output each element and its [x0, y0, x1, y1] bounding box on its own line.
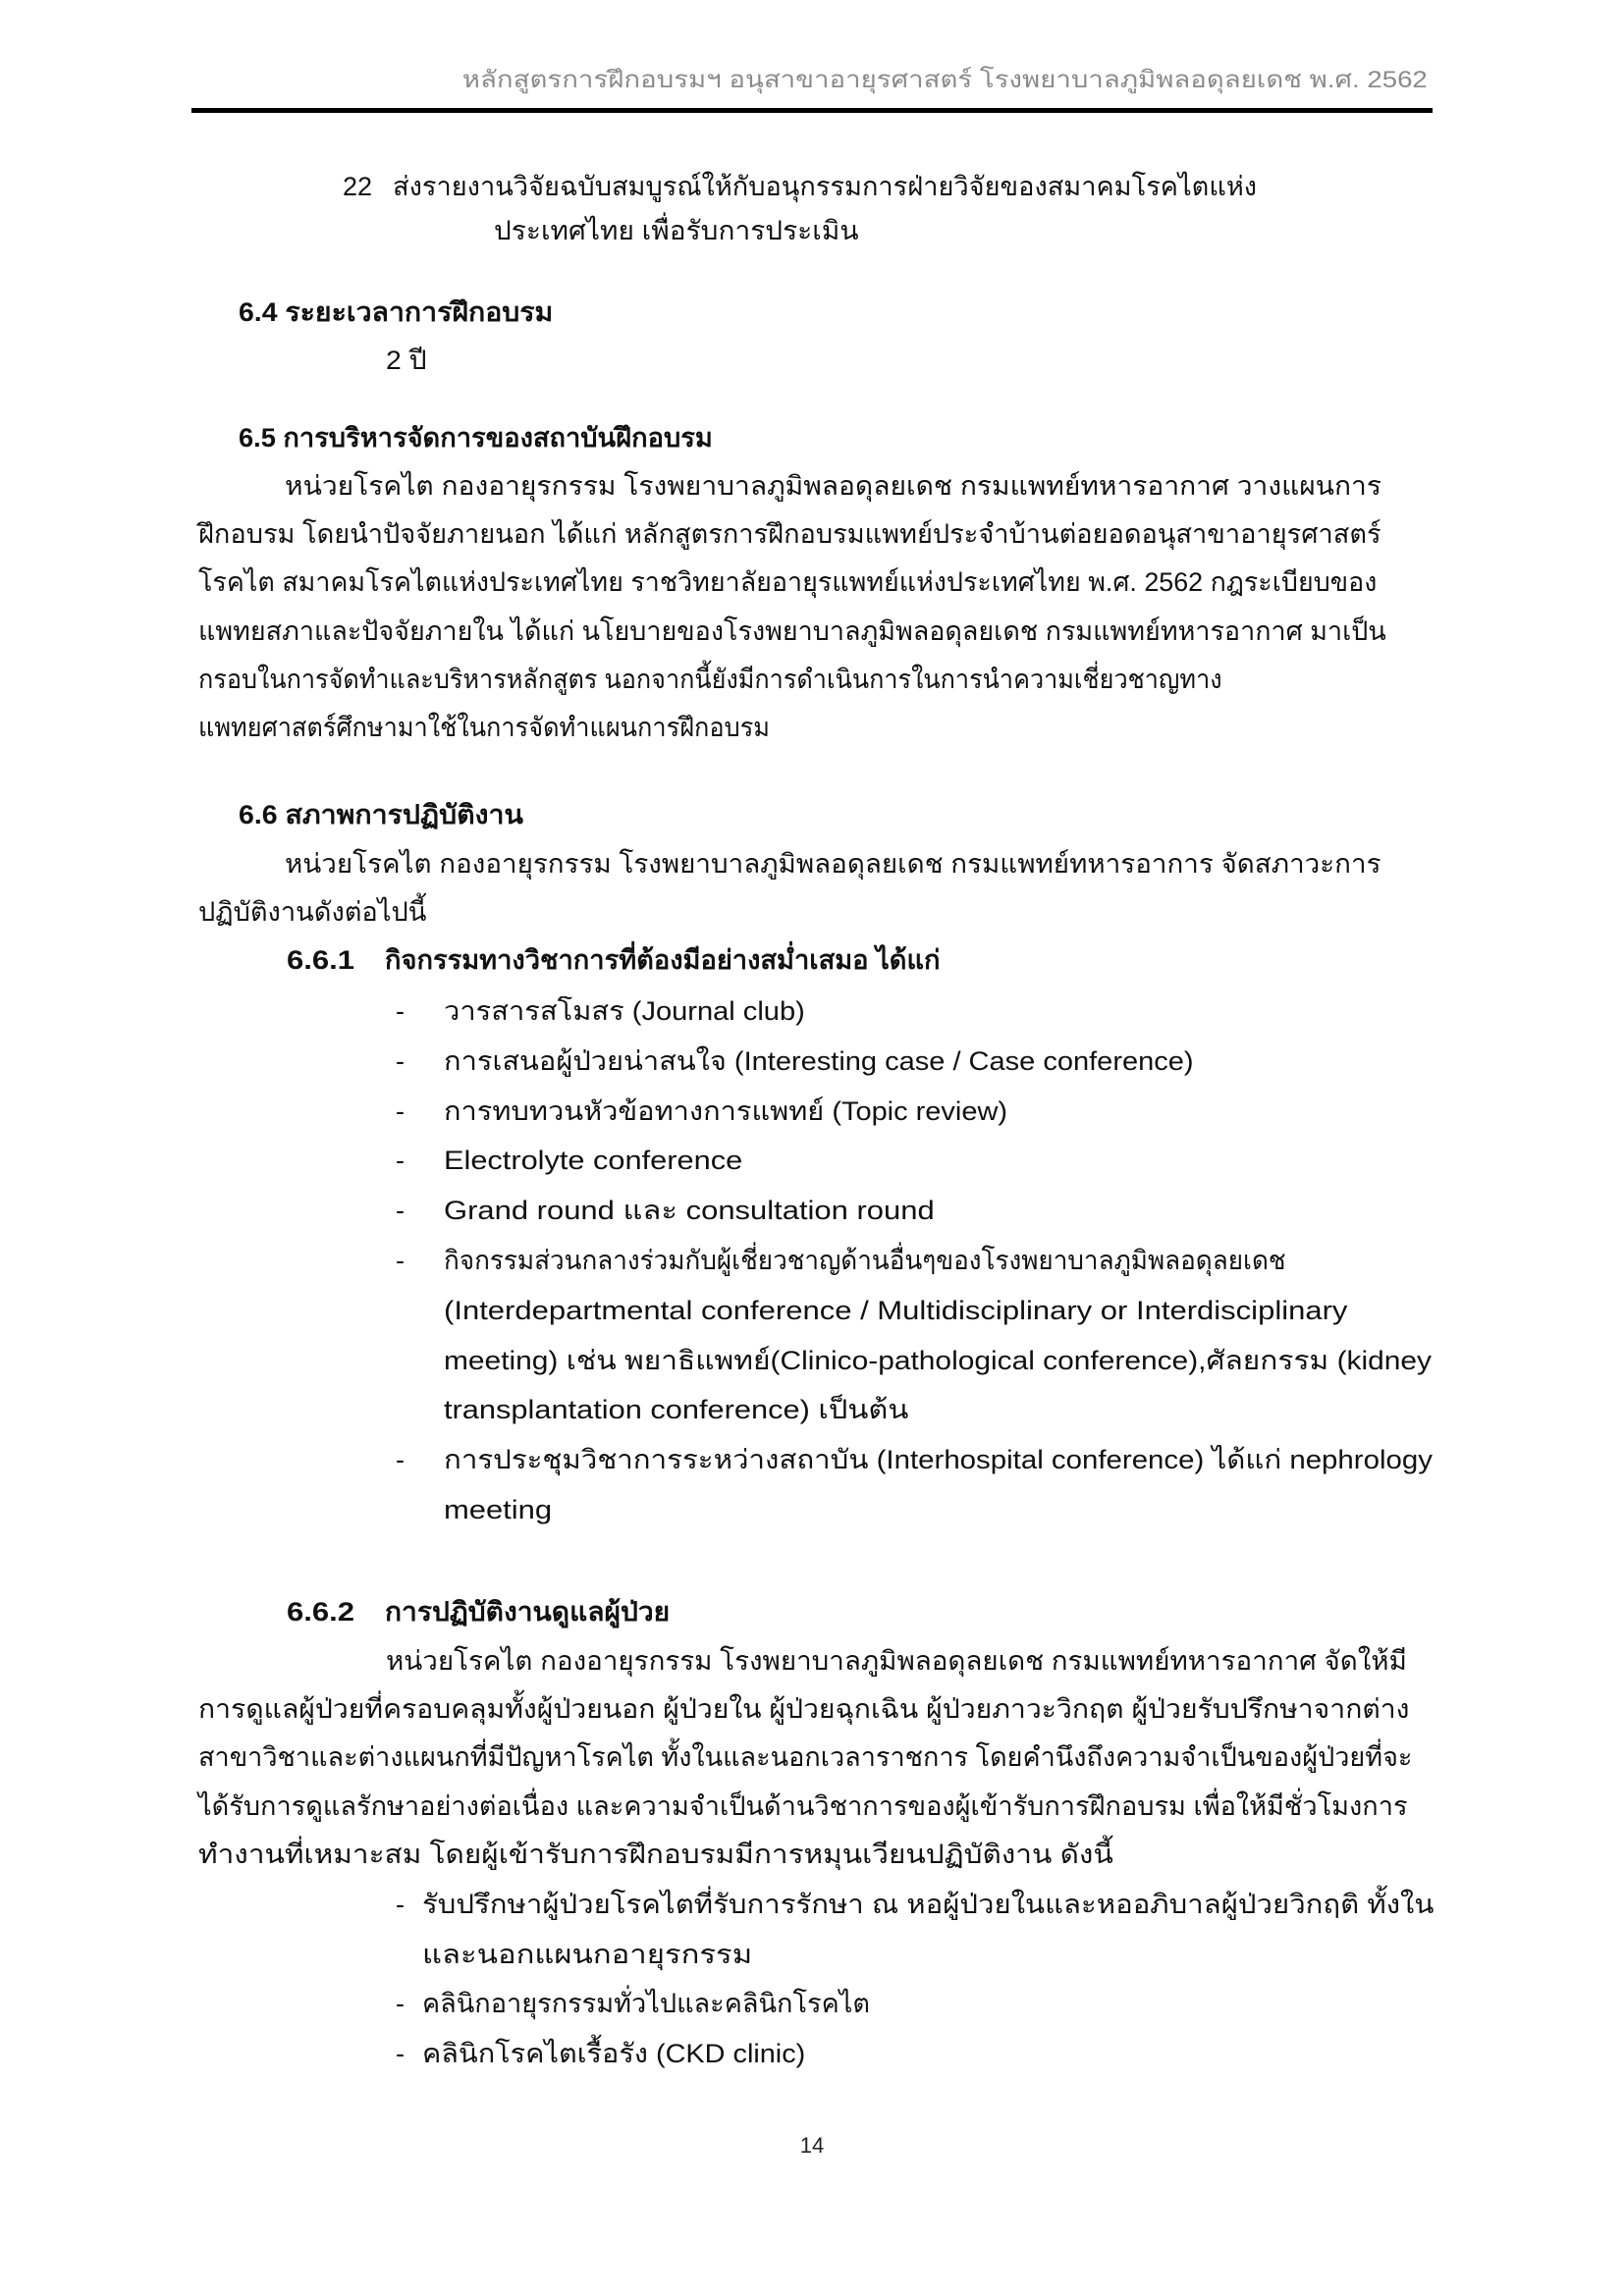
paragraph-line: หน่วยโรคไต กองอายุรกรรม โรงพยาบาลภูมิพลอดุลยเดช กรมแพทย์ทหารอากาศ วางแผนการ — [285, 471, 1381, 501]
section-6-6-1-number: 6.6.1 — [287, 945, 355, 975]
bullet-item-line: กิจกรรมส่วนกลางร่วมกับผู้เชี่ยวชาญด้านอื่นๆของโรงพยาบาลภูมิพลอดุลยเดช — [444, 1246, 1286, 1275]
bullet-item-line: และนอกแผนกอายุรกรรม — [422, 1939, 753, 1969]
bullet-dash-icon: - — [396, 1890, 405, 1919]
header-rule — [191, 108, 1433, 113]
bullet-item-line: meeting — [444, 1495, 553, 1524]
paragraph-line: ได้รับการดูแลรักษาอย่างต่อเนื่อง และความจำเป็นด้านวิชาการของผู้เข้ารับการฝึกอบรม เพื่อให้มีชั่วโมงการ — [198, 1791, 1408, 1821]
section-6-4-heading: 6.4 ระยะเวลาการฝึกอบรม — [239, 297, 554, 327]
training-duration-value: 2 ปี — [386, 346, 427, 375]
paragraph-line: สาขาวิชาและต่างแผนกที่มีปัญหาโรคไต ทั้งในและนอกเวลาราชการ โดยคำนึงถึงความจำเป็นของผู้ป่วยที่จะ — [198, 1742, 1413, 1772]
bullet-item-line: Grand round และ consultation round — [444, 1196, 935, 1226]
bullet-dash-icon: - — [396, 1989, 405, 2018]
paragraph-line: โรคไต สมาคมโรคไตแห่งประเทศไทย ราชวิทยาลัยอายุรแพทย์แห่งประเทศไทย พ.ศ. 2562 กฎระเบียบของ — [198, 567, 1378, 597]
running-header: หลักสูตรการฝึกอบรมฯ อนุสาขาอายุรศาสตร์ โรงพยาบาลภูมิพลอดุลยเดช พ.ศ. 2562 — [462, 67, 1428, 93]
bullet-dash-icon: - — [396, 1246, 405, 1275]
paragraph-line: แพทยสภาและปัจจัยภายใน ได้แก่ นโยบายของโรงพยาบาลภูมิพลอดุลยเดช กรมแพทย์ทหารอากาศ มาเป็น — [198, 616, 1386, 646]
paragraph-line: ทำงานที่เหมาะสม โดยผู้เข้ารับการฝึกอบรมมีการหมุนเวียนปฏิบัติงาน ดังนี้ — [198, 1840, 1113, 1869]
bullet-item-line: คลินิกอายุรกรรมทั่วไปและคลินิกโรคไต — [422, 1989, 870, 2018]
paragraph-line: ปฏิบัติงานดังต่อไปนี้ — [198, 897, 427, 927]
item-22-number: 22 — [343, 172, 373, 201]
bullet-item-line: transplantation conference) เป็นต้น — [444, 1395, 909, 1425]
section-6-6-heading: 6.6 สภาพการปฏิบัติงาน — [239, 800, 524, 829]
item-22-text-line-2: ประเทศไทย เพื่อรับการประเมิน — [494, 216, 859, 245]
bullet-item-line: (Interdepartmental conference / Multidisciplinary or Interdisciplinary — [444, 1295, 1348, 1325]
section-6-6-2-title: การปฏิบัติงานดูแลผู้ป่วย — [385, 1597, 671, 1627]
section-6-6-2-number: 6.6.2 — [287, 1597, 355, 1627]
bullet-item-line: วารสารสโมสร (Journal club) — [444, 996, 805, 1026]
item-22-text-line-1: ส่งรายงานวิจัยฉบับสมบูรณ์ให้กับอนุกรรมการฝ่ายวิจัยของสมาคมโรคไตแห่ง — [393, 172, 1258, 201]
bullet-dash-icon: - — [396, 1445, 405, 1475]
paragraph-line: แพทยศาสตร์ศึกษามาใช้ในการจัดทำแผนการฝึกอบรม — [198, 713, 771, 742]
bullet-item-line: รับปรึกษาผู้ป่วยโรคไตที่รับการรักษา ณ หอผู้ป่วยในและหออภิบาลผู้ป่วยวิกฤติ ทั้งใน — [422, 1890, 1435, 1919]
bullet-dash-icon: - — [396, 2038, 405, 2068]
paragraph-line: การดูแลผู้ป่วยที่ครอบคลุมทั้งผู้ป่วยนอก ผู้ป่วยใน ผู้ป่วยฉุกเฉิน ผู้ป่วยภาวะวิกฤต ผู้ป่วยรับปรึกษาจากต่าง — [198, 1694, 1410, 1724]
bullet-item-line: การเสนอผู้ป่วยน่าสนใจ (Interesting case / Case conference) — [444, 1045, 1194, 1076]
section-6-6-1-title: กิจกรรมทางวิชาการที่ต้องมีอย่างสม่ำเสมอ ได้แก่ — [385, 945, 941, 975]
bullet-item-line: การทบทวนหัวข้อทางการแพทย์ (Topic review) — [444, 1095, 1008, 1126]
bullet-dash-icon: - — [396, 1196, 405, 1226]
bullet-dash-icon: - — [396, 1045, 405, 1076]
bullet-item-line: meeting) เช่น พยาธิแพทย์(Clinico-pathological conference),ศัลยกรรม (kidney — [444, 1345, 1433, 1375]
paragraph-line: ฝึกอบรม โดยนำปัจจัยภายนอก ได้แก่ หลักสูตรการฝึกอบรมแพทย์ประจำบ้านต่อยอดอนุสาขาอายุรศาสตร์ — [198, 519, 1381, 549]
bullet-dash-icon: - — [396, 1146, 405, 1176]
bullet-dash-icon: - — [396, 1095, 405, 1126]
bullet-item-line: คลินิกโรคไตเรื้อรัง (CKD clinic) — [422, 2038, 806, 2068]
bullet-item-line: Electrolyte conference — [444, 1146, 743, 1176]
paragraph-line: กรอบในการจัดทำและบริหารหลักสูตร นอกจากนี้ยังมีการดำเนินการในการนำความเชี่ยวชาญทาง — [198, 665, 1222, 694]
paragraph-line: หน่วยโรคไต กองอายุรกรรม โรงพยาบาลภูมิพลอดุลยเดช กรมแพทย์ทหารอากาศ จัดให้มี — [386, 1646, 1407, 1676]
page-number: 14 — [799, 2133, 825, 2158]
section-6-5-heading: 6.5 การบริหารจัดการของสถาบันฝึกอบรม — [239, 423, 713, 453]
bullet-dash-icon: - — [396, 996, 405, 1026]
paragraph-line: หน่วยโรคไต กองอายุรกรรม โรงพยาบาลภูมิพลอดุลยเดช กรมแพทย์ทหารอาการ จัดสภาวะการ — [285, 849, 1381, 879]
bullet-item-line: การประชุมวิชาการระหว่างสถาบัน (Interhospital conference) ได้แก่ nephrology — [444, 1445, 1433, 1475]
